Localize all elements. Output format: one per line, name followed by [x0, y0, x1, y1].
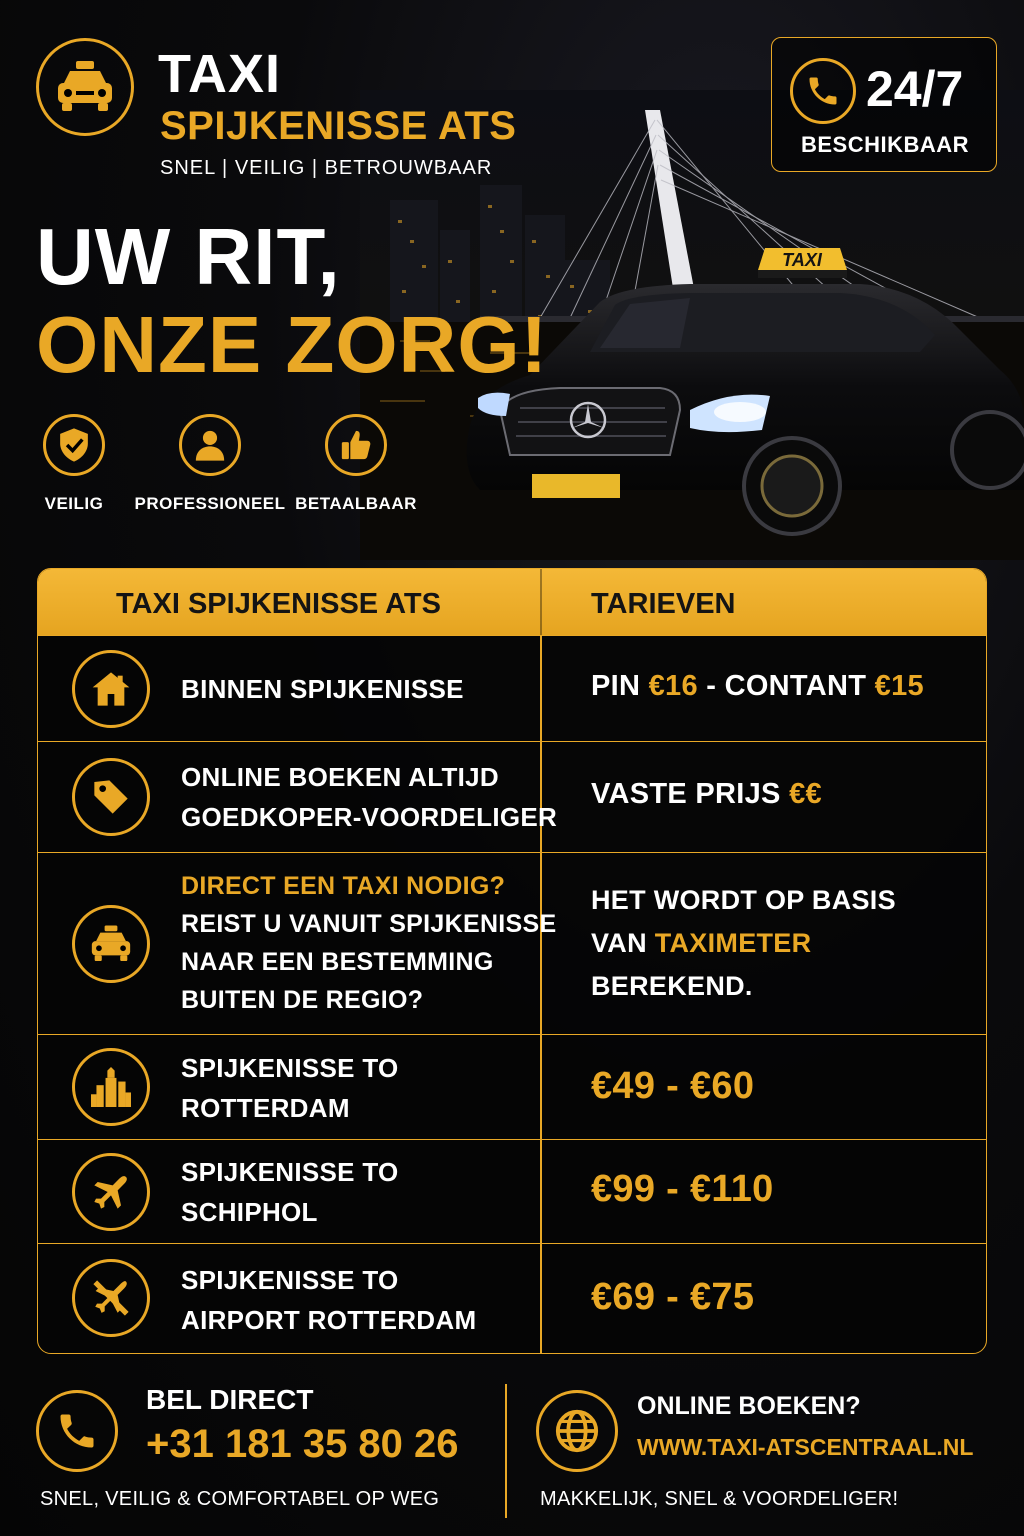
- row-price: PIN €16 - CONTANT €15: [591, 670, 924, 702]
- feature-professioneel: [125, 414, 295, 514]
- feature-label: VEILIG: [44, 494, 104, 513]
- phone-badge: [790, 58, 856, 124]
- feature-betaalbaar: [271, 414, 441, 514]
- row-price: €49 - €60: [591, 1065, 755, 1107]
- table-row: [38, 1034, 987, 1139]
- brand-subtitle: SPIJKENISSE ATS: [160, 104, 517, 148]
- online-tagline: MAKKELIJK, SNEL & VOORDELIGER!: [540, 1488, 899, 1510]
- availability-hours: 24/7: [866, 61, 964, 117]
- table-row: [38, 741, 987, 852]
- brand-tagline: SNEL | VEILIG | BETROUWBAAR: [160, 157, 493, 179]
- table-row: [38, 852, 987, 1034]
- call-badge: [36, 1390, 118, 1472]
- table-row: [38, 1139, 987, 1243]
- call-label: BEL DIRECT: [146, 1384, 314, 1415]
- call-tagline: SNEL, VEILIG & COMFORTABEL OP WEG: [40, 1488, 440, 1510]
- person-icon: [193, 428, 227, 462]
- thumbs-up-icon: [339, 428, 373, 462]
- taxi-roof-sign: TAXI: [782, 250, 822, 270]
- online-label: ONLINE BOEKEN?: [637, 1392, 861, 1420]
- shield-check-icon: [57, 427, 91, 463]
- row-price: €99 - €110: [591, 1168, 774, 1210]
- feature-label: BETAALBAAR: [295, 494, 417, 513]
- headline-line-2: ONZE ZORG!: [36, 300, 549, 389]
- house-icon: [91, 669, 131, 709]
- row-price: €69 - €75: [591, 1276, 755, 1318]
- headline-line-1: UW RIT,: [36, 212, 341, 301]
- row-price: HET WORDT OP BASIS VAN TAXIMETER BEREKEND.: [591, 885, 896, 1001]
- table-header: [38, 569, 987, 636]
- website-link[interactable]: WWW.TAXI-ATSCENTRAAL.NL: [637, 1434, 974, 1460]
- taxi-icon: [89, 924, 133, 964]
- table-header-service: TAXI SPIJKENISSE ATS: [116, 588, 441, 620]
- row-description: SPIJKENISSE TO SCHIPHOL: [181, 1157, 399, 1227]
- row-description: DIRECT EEN TAXI NODIG? REIST U VANUIT SPIJKENISSE NAAR EEN BESTEMMING BUITEN DE REGIO?: [181, 872, 557, 1014]
- table-row: [38, 1243, 987, 1354]
- phone-number-link[interactable]: +31 181 35 80 26: [146, 1422, 459, 1466]
- availability-label: BESCHIKBAAR: [800, 132, 970, 157]
- price-table: [37, 568, 987, 1354]
- taxi-car-icon: [54, 59, 116, 115]
- phone-icon: [55, 1409, 99, 1453]
- airplane-icon: [91, 1172, 131, 1212]
- globe-icon: [554, 1408, 600, 1454]
- brand-title: TAXI: [158, 44, 281, 104]
- logo: [36, 38, 134, 136]
- phone-icon: [805, 73, 841, 109]
- row-price: VASTE PRIJS €€: [591, 778, 822, 810]
- row-description: BINNEN SPIJKENISSE: [181, 674, 464, 704]
- table-row: [38, 635, 987, 741]
- city-buildings-icon: [89, 1067, 133, 1107]
- online-badge: [536, 1390, 618, 1472]
- feature-label: PROFESSIONEEL: [134, 494, 286, 513]
- row-description: ONLINE BOEKEN ALTIJD GOEDKOPER-VOORDELIGER: [181, 762, 558, 832]
- row-description: SPIJKENISSE TO AIRPORT ROTTERDAM: [181, 1265, 477, 1335]
- availability-badge: [771, 37, 997, 172]
- price-tag-icon: [91, 777, 131, 817]
- airplane-cross-icon: [90, 1277, 132, 1319]
- table-header-tarieven: TARIEVEN: [591, 588, 736, 620]
- row-description: SPIJKENISSE TO ROTTERDAM: [181, 1053, 399, 1123]
